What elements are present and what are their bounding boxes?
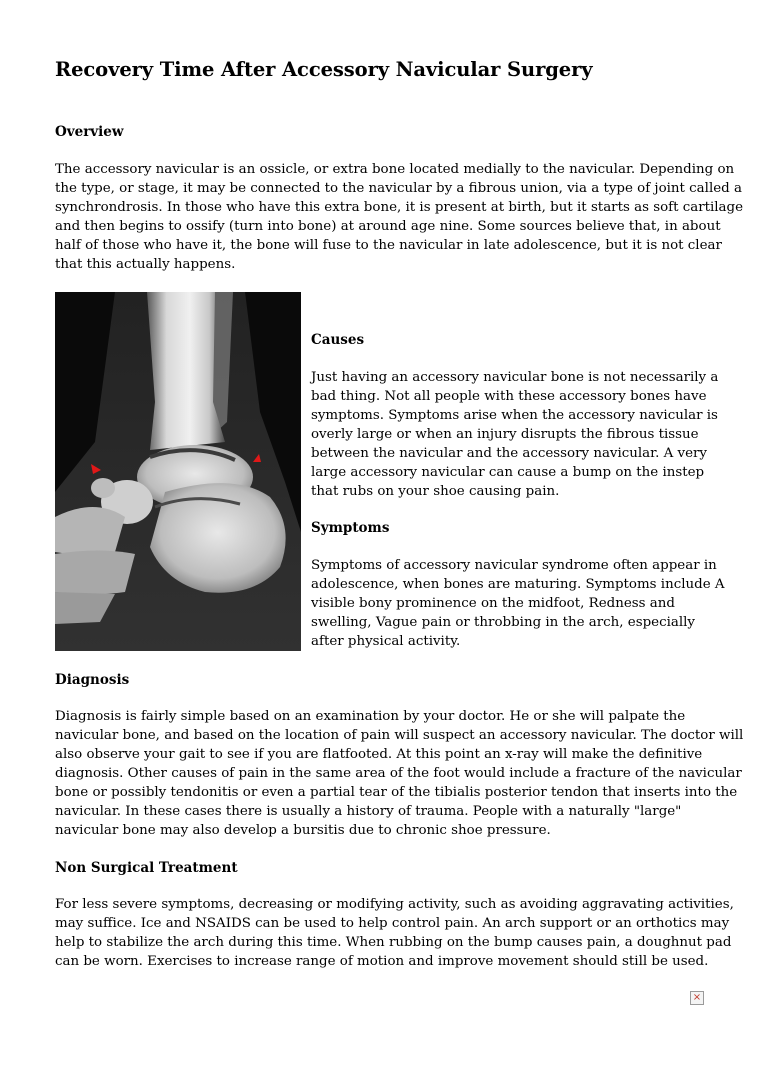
non-surgical-heading: Non Surgical Treatment: [55, 860, 238, 876]
text-line: Just having an accessory navicular bone is not necessarily a: [311, 370, 719, 385]
text-line: large accessory navicular can cause a bump on the instep: [311, 465, 705, 480]
text-line: Diagnosis is fairly simple based on an examination by your doctor. He or she will palpate the: [55, 709, 686, 724]
overview-heading: Overview: [55, 124, 124, 140]
text-line: and then begins to ossify (turn into bone) at around age nine. Some sources believe that, in about: [55, 219, 721, 234]
diagnosis-heading: Diagnosis: [55, 672, 130, 688]
text-line: that rubs on your shoe causing pain.: [311, 484, 560, 499]
text-line: between the navicular and the accessory navicular. A very: [311, 446, 707, 461]
page-title: Recovery Time After Accessory Navicular Surgery: [55, 58, 593, 81]
text-line: The accessory navicular is an ossicle, or extra bone located medially to the navicular. Depending on: [55, 162, 735, 177]
xray-graphic: [55, 292, 301, 651]
foot-xray-image: [55, 292, 301, 651]
text-line: can be worn. Exercises to increase range of motion and improve movement should still be used.: [55, 954, 709, 969]
text-line: also observe your gait to see if you are flatfooted. At this point an x-ray will make the definitive: [55, 747, 703, 762]
non-surgical-paragraph: [55, 895, 734, 971]
text-line: For less severe symptoms, decreasing or modifying activity, such as avoiding aggravating activities,: [55, 897, 734, 912]
text-line: help to stabilize the arch during this time. When rubbing on the bump causes pain, a doughnut pad: [55, 935, 732, 950]
diagnosis-paragraph: [55, 707, 743, 840]
text-line: adolescence, when bones are maturing. Symptoms include A: [311, 577, 725, 592]
text-line: half of those who have it, the bone will fuse to the navicular in late adolescence, but it is not clear: [55, 238, 722, 253]
text-line: visible bony prominence on the midfoot, Redness and: [311, 596, 675, 611]
symptoms-heading: Symptoms: [311, 520, 390, 536]
causes-heading: Causes: [311, 332, 365, 348]
text-line: navicular bone, and based on the location of pain will suspect an accessory navicular. The doctor will: [55, 728, 744, 743]
causes-paragraph: [311, 368, 718, 501]
symptoms-paragraph: [311, 556, 725, 651]
text-line: overly large or when an injury disrupts the fibrous tissue: [311, 427, 699, 442]
text-line: bad thing. Not all people with these accessory bones have: [311, 389, 707, 404]
text-line: may suffice. Ice and NSAIDS can be used to help control pain. An arch support or an orthotics may: [55, 916, 730, 931]
text-line: navicular bone may also develop a bursitis due to chronic shoe pressure.: [55, 823, 551, 838]
broken-image-icon[interactable]: ×: [690, 991, 704, 1005]
text-line: navicular. In these cases there is usually a history of trauma. People with a naturally "large": [55, 804, 682, 819]
overview-paragraph: [55, 160, 743, 274]
text-line: synchrondrosis. In those who have this extra bone, it is present at birth, but it starts as soft cartilage: [55, 200, 744, 215]
text-line: that this actually happens.: [55, 257, 236, 272]
text-line: bone or possibly tendonitis or even a partial tear of the tibialis posterior tendon that inserts into the: [55, 785, 738, 800]
text-line: diagnosis. Other causes of pain in the same area of the foot would include a fracture of the navicular: [55, 766, 742, 781]
text-line: symptoms. Symptoms arise when the accessory navicular is: [311, 408, 718, 423]
text-line: Symptoms of accessory navicular syndrome often appear in: [311, 558, 717, 573]
text-line: after physical activity.: [311, 634, 461, 649]
text-line: the type, or stage, it may be connected to the navicular by a fibrous union, via a type of joint called a: [55, 181, 742, 196]
text-line: swelling, Vague pain or throbbing in the arch, especially: [311, 615, 695, 630]
